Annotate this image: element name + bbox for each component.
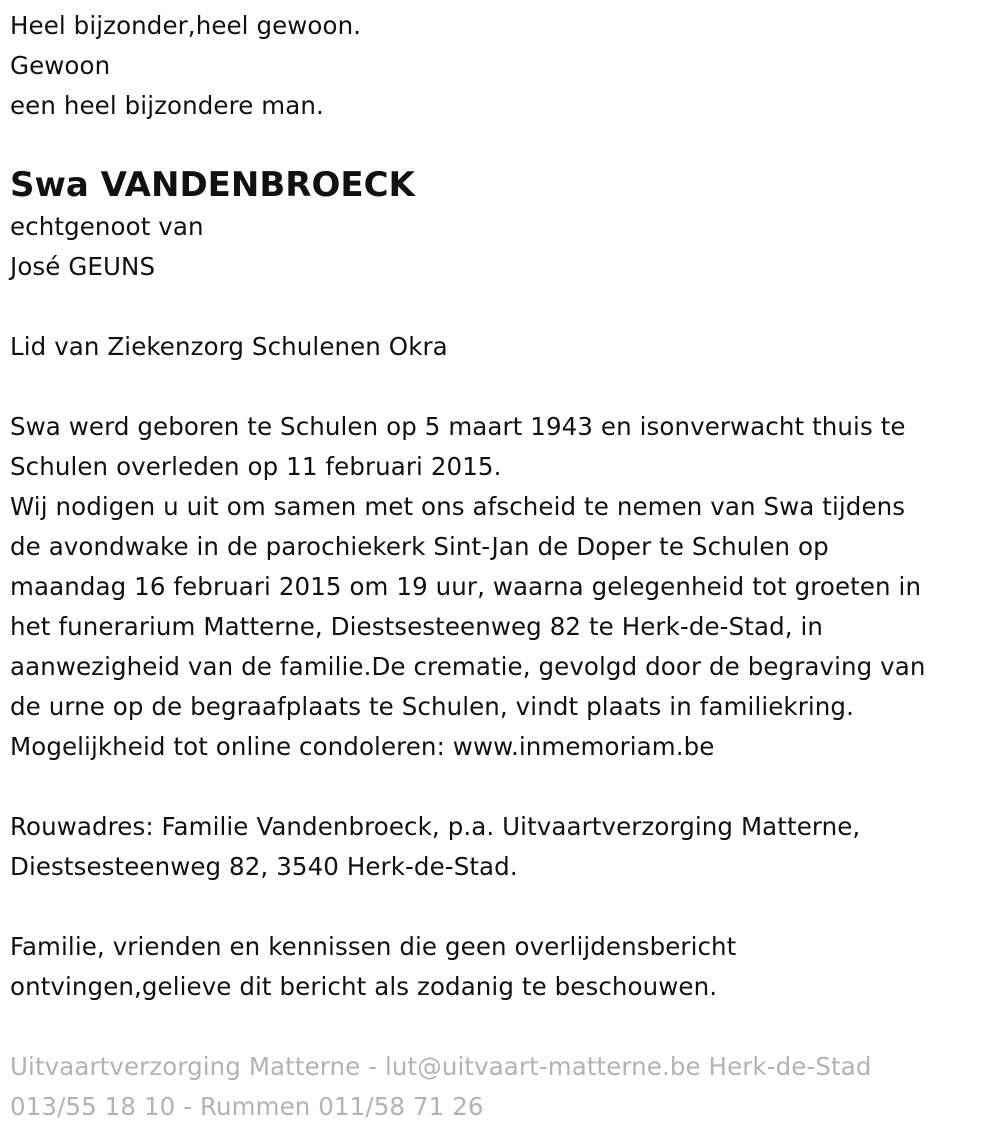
obituary-document — [10, 6, 992, 1127]
notice-line: ontvingen,gelieve dit bericht als zodanig te beschouwen. — [10, 972, 718, 1001]
relation-text: echtgenoot van — [10, 212, 204, 241]
motto-block — [10, 6, 992, 126]
paragraph-line: de avondwake in de parochiekerk Sint-Jan de Doper te Schulen op — [10, 532, 829, 561]
footer-line: Uitvaartverzorging Matterne - lut@uitvaart-matterne.be Herk-de-Stad — [10, 1052, 872, 1081]
funeral-home-footer — [10, 1047, 992, 1127]
footer-line: 013/55 18 10 - Rummen 011/58 71 26 — [10, 1092, 484, 1121]
address-line: Rouwadres: Familie Vandenbroeck, p.a. Uitvaartverzorging Matterne, — [10, 812, 861, 841]
paragraph-line: het funerarium Matterne, Diestsesteenweg 82 te Herk-de-Stad, in — [10, 612, 824, 641]
spouse-name: José GEUNS — [10, 252, 156, 281]
motto-line: Heel bijzonder,heel gewoon. — [10, 11, 362, 40]
paragraph-line: Mogelijkheid tot online condoleren: www.inmemoriam.be — [10, 732, 715, 761]
paragraph-line: Schulen overleden op 11 februari 2015. — [10, 452, 502, 481]
mourning-address — [10, 807, 992, 887]
paragraph-line: Swa werd geboren te Schulen op 5 maart 1943 en isonverwacht thuis te — [10, 412, 906, 441]
paragraph-line: Wij nodigen u uit om samen met ons afscheid te nemen van Swa tijdens — [10, 492, 906, 521]
paragraph-line: maandag 16 februari 2015 om 19 uur, waarna gelegenheid tot groeten in — [10, 572, 922, 601]
announcement-paragraph — [10, 407, 992, 767]
paragraph-line: aanwezigheid van de familie.De crematie, gevolgd door de begraving van — [10, 652, 926, 681]
motto-line: Gewoon — [10, 51, 111, 80]
notice-line: Familie, vrienden en kennissen die geen overlijdensbericht — [10, 932, 737, 961]
membership-text: Lid van Ziekenzorg Schulenen Okra — [10, 332, 448, 361]
motto-line: een heel bijzondere man. — [10, 91, 324, 120]
deceased-name: Swa VANDENBROECK — [10, 165, 415, 205]
notice-block — [10, 927, 992, 1007]
address-line: Diestsesteenweg 82, 3540 Herk-de-Stad. — [10, 852, 518, 881]
paragraph-line: de urne op de begraafplaats te Schulen, vindt plaats in familiekring. — [10, 692, 854, 721]
